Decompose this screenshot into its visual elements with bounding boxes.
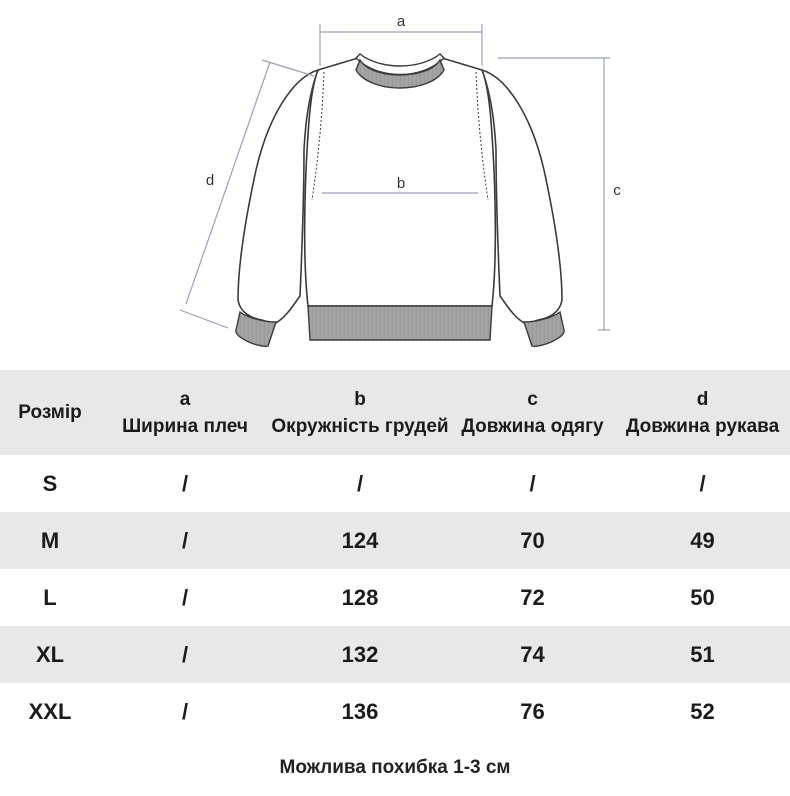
dimension-label-c: c	[613, 182, 621, 199]
header-sleeve-length: d Довжина рукава	[625, 388, 780, 437]
dimension-label-b: b	[396, 175, 406, 192]
length-cell: 70	[520, 527, 545, 553]
length-cell: 72	[520, 584, 545, 610]
dimension-label-d: d	[205, 172, 215, 189]
header-garment-length: c Довжина одягу	[461, 388, 604, 437]
chest-cell: 136	[341, 698, 379, 724]
table-header-row	[0, 370, 790, 455]
shoulder-width-cell: /	[181, 470, 189, 496]
size-cell: XL	[35, 641, 65, 667]
header-shoulder-width: a Ширина плеч	[122, 388, 248, 437]
sleeve-cell: 51	[690, 641, 715, 667]
measurement-tolerance-note: Можлива похибка 1-3 см	[279, 757, 511, 778]
size-cell: XXL	[28, 698, 72, 724]
size-cell: M	[40, 527, 60, 553]
shoulder-width-cell: /	[181, 641, 189, 667]
header-chest-circumference: b Окружність грудей	[271, 388, 449, 437]
sleeve-cell: 49	[690, 527, 715, 553]
sweatshirt-diagram	[0, 0, 790, 360]
length-cell: /	[529, 470, 536, 496]
sleeve-cell: 50	[690, 584, 715, 610]
table-row	[0, 569, 790, 626]
dimension-label-a: a	[396, 13, 406, 30]
size-cell: L	[43, 584, 57, 610]
chest-cell: 124	[341, 527, 379, 553]
table-row	[0, 683, 790, 740]
chest-cell: 128	[341, 584, 379, 610]
size-cell: S	[42, 470, 58, 496]
table-row	[0, 512, 790, 569]
length-cell: 76	[520, 698, 545, 724]
length-cell: 74	[520, 641, 545, 667]
sleeve-cell: /	[699, 470, 706, 496]
shoulder-width-cell: /	[181, 527, 189, 553]
chest-cell: 132	[341, 641, 379, 667]
size-table	[0, 370, 790, 740]
table-row	[0, 455, 790, 512]
table-row	[0, 626, 790, 683]
hem-rib	[308, 306, 492, 340]
sleeve-cell: 52	[690, 698, 715, 724]
shoulder-width-cell: /	[181, 698, 189, 724]
header-size: Розмір	[18, 402, 82, 423]
chest-cell: /	[356, 470, 364, 496]
shoulder-width-cell: /	[181, 584, 189, 610]
